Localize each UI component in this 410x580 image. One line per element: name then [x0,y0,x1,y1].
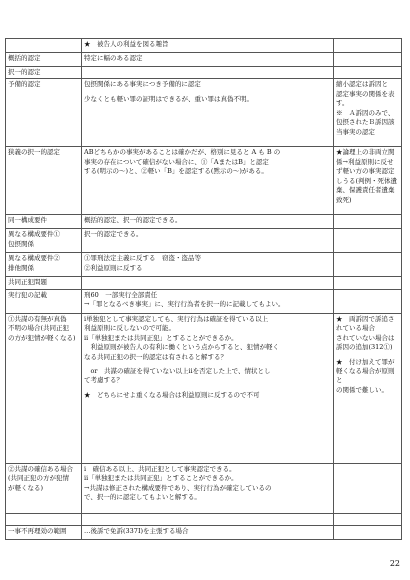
cell-text: 択一的認定 [8,68,41,76]
table-cell [334,253,402,277]
table-row [6,215,402,229]
table-cell [82,253,334,277]
cell-text: ★ 被告人の利益を図る趣旨 [84,40,169,48]
table-cell [6,39,82,53]
table-row [6,463,402,513]
table-cell [6,53,82,67]
table-cell [6,277,82,289]
cell-text: 異なる構成要件① [8,230,60,239]
table-cell [6,463,82,513]
cell-text: 包摂関係にある事実につき予備的に認定 [84,80,201,89]
cell-text: 認定事実の関係を表 [336,89,395,98]
cell-text: て考慮する？ [84,376,123,385]
table-cell [334,67,402,79]
cell-text: れている場合 [336,324,375,333]
table-cell [6,67,82,79]
cell-text: 実行犯の記載 [8,290,47,299]
cell-text: ⅰ 確信ある以上、共同正犯として事実認定できる。 [84,464,236,473]
cell-text: 刑60 一部実行全部責任 [84,290,158,299]
cell-text: 排他関係 [8,263,34,272]
table-cell [334,513,402,525]
table-cell [334,229,402,253]
table-row [6,277,402,289]
table-row [6,229,402,253]
cell-text: 択一的認定できる。 [84,230,143,239]
cell-text: ②共謀の確信ある場合 [8,464,73,473]
table-row [6,79,402,147]
doctrine-table [5,38,402,540]
table-cell [82,39,334,53]
table-cell [334,215,402,229]
cell-text: 少なくとも軽い罪の証明はできるが、重い罪は真偽不明。 [84,94,253,103]
cell-text: ①罪刑法定主義に反する 窃盗・盗品等 [84,254,201,263]
table-cell [82,313,334,463]
cell-text: 訴因の追加(312①) [336,343,393,352]
cell-text: 縮小認定は訴因と [336,80,388,89]
table-row [6,147,402,215]
cell-text: or 共謀の確証を得ていない以上ⅱを否定した上で、情状とし [84,366,271,375]
table-cell [334,39,402,53]
table-cell [334,525,402,539]
table-row [6,53,402,67]
cell-text: 概括的認定 [8,54,41,62]
cell-text: 棄、保護責任者遺棄 [336,186,395,195]
table-row [6,39,402,53]
table-cell [82,229,334,253]
cell-text: ★ 付け加えて罪が [336,357,395,366]
table-cell [6,513,82,525]
table-row [6,67,402,79]
table-cell [334,289,402,313]
cell-text: ★ どちらにせよ重くなる場合は利益原則に反するので不可 [84,390,260,399]
table-cell [6,229,82,253]
cell-text: 利益原則に反しないので可能。 [84,324,175,333]
table-cell [82,79,334,147]
table-cell [6,525,82,539]
cell-text: ※ Ａ訴因のみで、 [336,108,395,117]
cell-text: の関係で難しい。 [336,385,388,394]
cell-text: ①共謀の有無が真偽 [8,314,67,323]
table-cell [82,463,334,513]
cell-text: されていない場合は [336,333,395,342]
table-cell [82,277,334,289]
table-cell [334,53,402,67]
cell-text: 致死) [336,195,352,204]
table-cell [334,463,402,513]
table-cell [82,215,334,229]
cell-text: →「罪となるべき事実」に、実行行為者を択一的に記載してもよい。 [84,300,285,309]
cell-text: ★論理上の非両立関 [336,148,395,157]
cell-text: 異なる構成要件② [8,254,60,263]
cell-text: 当事実の認定 [336,127,375,136]
cell-text: 同一構成要件 [8,216,47,225]
cell-text: ず軽い方の事実認定 [336,167,395,176]
cell-text: ②利益原則に反する [84,263,143,272]
cell-text: 包摂関係 [8,239,34,248]
cell-text: が軽くなる) [8,483,44,492]
cell-text: →共謀は修正された構成要件であり、実行行為が確定しているの [84,483,272,492]
cell-text: しうる(判例・死体遺 [336,176,398,185]
table-cell [6,215,82,229]
cell-text: 狭義の択一的認定 [8,148,60,157]
table-cell [334,277,402,289]
table-row [6,525,402,539]
page-number: 22 [389,559,400,568]
table-cell [6,313,82,463]
cell-text: す。 [336,99,349,108]
table-cell [82,525,334,539]
table-cell [6,147,82,215]
table-row [6,253,402,277]
cell-text: 特定に幅のある認定 [84,54,143,62]
cell-text: ABどちらかの事実があることは確かだが、格別に見ると A も B の [84,148,281,157]
cell-text: ★ 両訴因で訴追さ [336,314,395,323]
cell-text: ⅱ「単独犯または共同正犯」とすることができるか。 [84,474,238,483]
table-cell [334,313,402,463]
table-cell [82,147,334,215]
cell-text: 共同正犯問題 [8,278,47,287]
cell-text: …後訴で免訴(337Ⅰ)を主張する場合 [84,526,189,535]
table-cell [334,147,402,215]
cell-text: 不明の場合(共同正犯 [8,324,70,333]
cell-text: 軽くなる場合が原則と [336,366,395,385]
table-cell [6,79,82,147]
cell-text: で、択一的に認定してもよいと解する。 [84,493,201,502]
cell-text: 一事不再理効の範囲 [8,526,67,535]
table-cell [82,513,334,525]
table-cell [6,289,82,313]
table-cell [6,253,82,277]
cell-text: 包摂されたＢ訴因該 [336,118,395,127]
cell-text: ⅰ単独犯として事実認定しても、実行行為は確証を得ている以上 [84,314,269,323]
cell-text: ⅱ「単独犯または共同正犯」とすることができるか。 [84,333,238,342]
cell-text: 予備的認定 [8,80,41,89]
table-cell [334,79,402,147]
table-row [6,513,402,525]
cell-text: の方が犯情が軽くなる) [8,333,76,342]
cell-text: 概括的認定、択一的認定できる。 [84,216,182,225]
table-cell [82,289,334,313]
cell-text: なる共同正犯の択一的認定は有されると解する？ [84,352,227,361]
cell-text: 係→利益原則に反せ [336,157,394,166]
table-cell [82,67,334,79]
table-cell [82,53,334,67]
cell-text: する(明示の〜)と、②軽い「B」を認定する(黙示の〜)がある。 [84,167,268,176]
table-row [6,289,402,313]
table-row [6,313,402,463]
cell-text: 利益原則が被告人の有利に働くという点からすると、犯情が軽く [84,343,279,352]
cell-text: (共同正犯の方が犯情 [8,474,70,483]
cell-text: 事実の存在について確信がない場合に、①「AまたはB」と認定 [84,157,269,166]
